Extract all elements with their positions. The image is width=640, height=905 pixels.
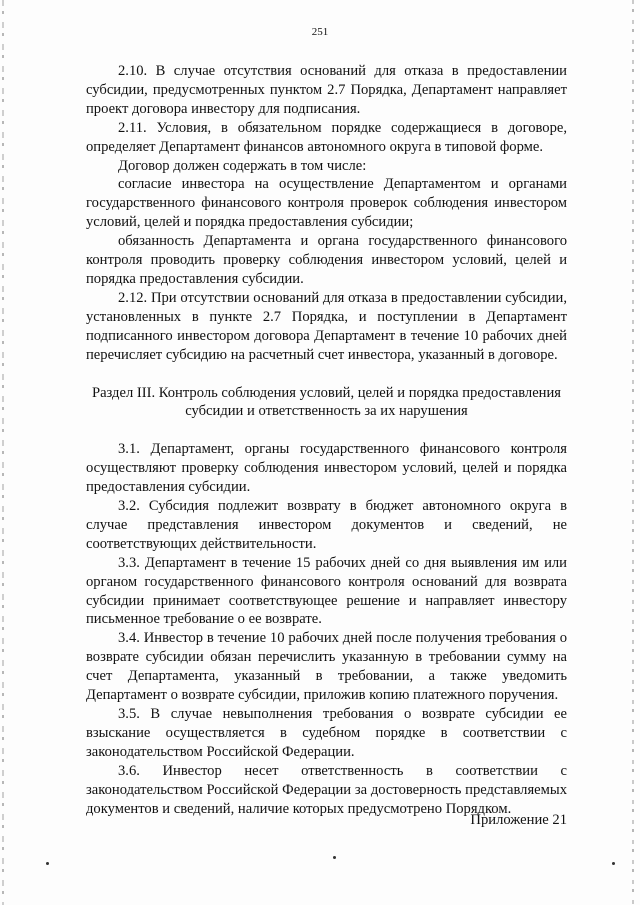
paragraph-2-12: 2.12. При отсутствии оснований для отказа в предоставлении субсидии, установленных в пункте 2.7 Порядка, и поступлении в Департамент подписанного инвестором договора Департамент в течение 10 рабочих дней перечисляет субсидию на расчетный счет инвестора, указанный в договоре. [86,289,567,363]
section-title-line-2: субсидии и ответственность за их нарушения [185,403,468,420]
paragraph-3-2: 3.2. Субсидия подлежит возврату в бюджет автономного округа в случае представления инвестором документов и сведений, не соответствующих действительности. [86,498,567,552]
paragraph-department-obligation: обязанность Департамента и органа государственного финансового контроля проводить проверку соблюдения инвестором условий, целей и порядка предоставления субсидии. [86,233,567,287]
section-title-line-1: Раздел III. Контроль соблюдения условий, целей и порядка предоставления [91,384,562,401]
paragraph-3-4: 3.4. Инвестор в течение 10 рабочих дней после получения требования о возврате субсидии обязан перечислить указанную в требовании сумму на счет Департамента, указанный в требовании, а также уведомить Департамент о возврате субсидии, приложив копию платежного поручения. [86,630,567,704]
paragraph-2-11: 2.11. Условия, в обязательном порядке содержащиеся в договоре, определяет Департамент финансов автономного округа в типовой форме. [86,119,567,155]
document-body [86,62,567,818]
page-number: 251 [311,26,329,38]
paragraph-3-5: 3.5. В случае невыполнения требования о возврате субсидии ее взыскание осуществляется в судебном порядке в соответствии с законодательством Российской Федерации. [86,706,567,760]
scan-edge-left [2,0,4,905]
appendix-label: Приложение 21 [470,812,567,828]
scan-speck [46,862,49,865]
paragraph-2-10: 2.10. В случае отсутствия оснований для отказа в предоставлении субсидии, предусмотренных пунктом 2.7 Порядка, Департамент направляет проект договора инвестору для подписания. [86,63,567,117]
paragraph-3-1: 3.1. Департамент, органы государственного финансового контроля осуществляют проверку соблюдения инвестором условий, целей и порядка предоставления субсидии. [86,441,567,496]
scan-speck [333,856,336,859]
scan-edge-right [632,0,634,905]
paragraph-investor-consent: согласие инвестора на осуществление Департаментом и органами государственного финансового контроля проверок соблюдения инвестором условий, целей и порядка предоставления субсидии; [86,176,567,231]
paragraph-contract-contents: Договор должен содержать в том числе: [118,157,367,174]
paragraph-3-6: 3.6. Инвестор несет ответственность в соответствии с законодательством Российской Федерации за достоверность представляемых документов и сведений, наличие которых предусмотрено Порядком. [86,762,567,817]
paragraph-3-3: 3.3. Департамент в течение 15 рабочих дней со дня выявления им или органом государственного финансового контроля оснований для возврата субсидии принимает соответствующее решение и направляет инвестору письменное требование о ее возврате. [86,554,567,628]
section-title [86,384,567,422]
scan-speck [612,862,615,865]
